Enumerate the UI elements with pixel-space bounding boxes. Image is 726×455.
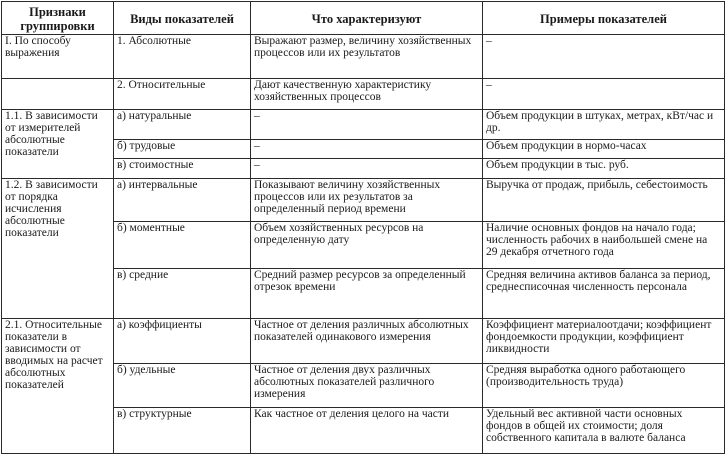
desc-cell: –: [251, 140, 483, 159]
example-cell: Наличие основных фондов на начало года; численность рабочих в наибольшей смене на 29 декабря отчетного года: [483, 222, 725, 269]
desc-cell: Выражают размер, величину хозяйственных процессов или их результатов: [251, 35, 483, 79]
type-cell: а) коэффициенты: [114, 319, 251, 364]
header-characterizes: Что характеризуют: [251, 2, 483, 35]
example-cell: Коэффициент материалоотдачи; коэффициент фондоемкости продукции, коэффициент ликвидности: [483, 319, 725, 364]
desc-cell: Частное от деления двух различных абсолютных показателей различного измерения: [251, 364, 483, 408]
desc-cell: Объем хозяйственных ресурсов на определенную дату: [251, 222, 483, 269]
example-cell: Средняя выработка одного работающего (производительность труда): [483, 364, 725, 408]
type-cell: б) удельные: [114, 364, 251, 408]
example-cell: Объем продукции в тыс. руб.: [483, 159, 725, 179]
group-cell-by-expression: I. По способу выражения: [2, 35, 114, 79]
type-cell: а) натуральные: [114, 110, 251, 140]
header-grouping-criteria: Признаки группировки: [2, 2, 114, 35]
desc-cell: Показывают величину хозяйственных процессов или их результатов за определенный период времени: [251, 179, 483, 222]
table-row: [2, 110, 725, 140]
type-cell: в) средние: [114, 269, 251, 319]
group-cell-relative-indicators: 2.1. Относительные показатели в зависимости от вводимых на расчет абсолютных показателей: [2, 319, 114, 454]
desc-cell: Дают качественную характеристику хозяйственных процессов: [251, 79, 483, 110]
table-row: [2, 35, 725, 79]
type-cell: б) моментные: [114, 222, 251, 269]
header-indicator-types: Виды показателей: [114, 2, 251, 35]
type-cell: 1. Абсолютные: [114, 35, 251, 79]
desc-cell: Как частное от деления целого на части: [251, 408, 483, 454]
type-cell: в) структурные: [114, 408, 251, 454]
example-cell: –: [483, 79, 725, 110]
example-cell: Удельный вес активной части основных фондов в общей их стоимости; доля собственного капитала в валюте баланса: [483, 408, 725, 454]
example-cell: –: [483, 35, 725, 79]
type-cell: б) трудовые: [114, 140, 251, 159]
type-cell: 2. Относительные: [114, 79, 251, 110]
desc-cell: –: [251, 110, 483, 140]
desc-cell: –: [251, 159, 483, 179]
desc-cell: Средний размер ресурсов за определенный отрезок времени: [251, 269, 483, 319]
example-cell: Объем продукции в штуках, метрах, кВт/час и др.: [483, 110, 725, 140]
header-row: [2, 2, 725, 35]
example-cell: Средняя величина активов баланса за период, среднесписочная численность персонала: [483, 269, 725, 319]
table-row: [2, 179, 725, 222]
example-cell: Выручка от продаж, прибыль, себестоимость: [483, 179, 725, 222]
example-cell: Объем продукции в нормо-часах: [483, 140, 725, 159]
table-row: [2, 319, 725, 364]
header-examples: Примеры показателей: [483, 2, 725, 35]
group-cell-empty: [2, 79, 114, 110]
table-row: [2, 79, 725, 110]
indicators-table: [1, 1, 725, 454]
group-cell-by-calculation-order: 1.2. В зависимости от порядка исчисления абсолютные показатели: [2, 179, 114, 319]
type-cell: а) интервальные: [114, 179, 251, 222]
type-cell: в) стоимостные: [114, 159, 251, 179]
desc-cell: Частное от деления различных абсолютных показателей одинакового измерения: [251, 319, 483, 364]
group-cell-by-measurers: 1.1. В зависимости от измерителей абсолютные показатели: [2, 110, 114, 179]
